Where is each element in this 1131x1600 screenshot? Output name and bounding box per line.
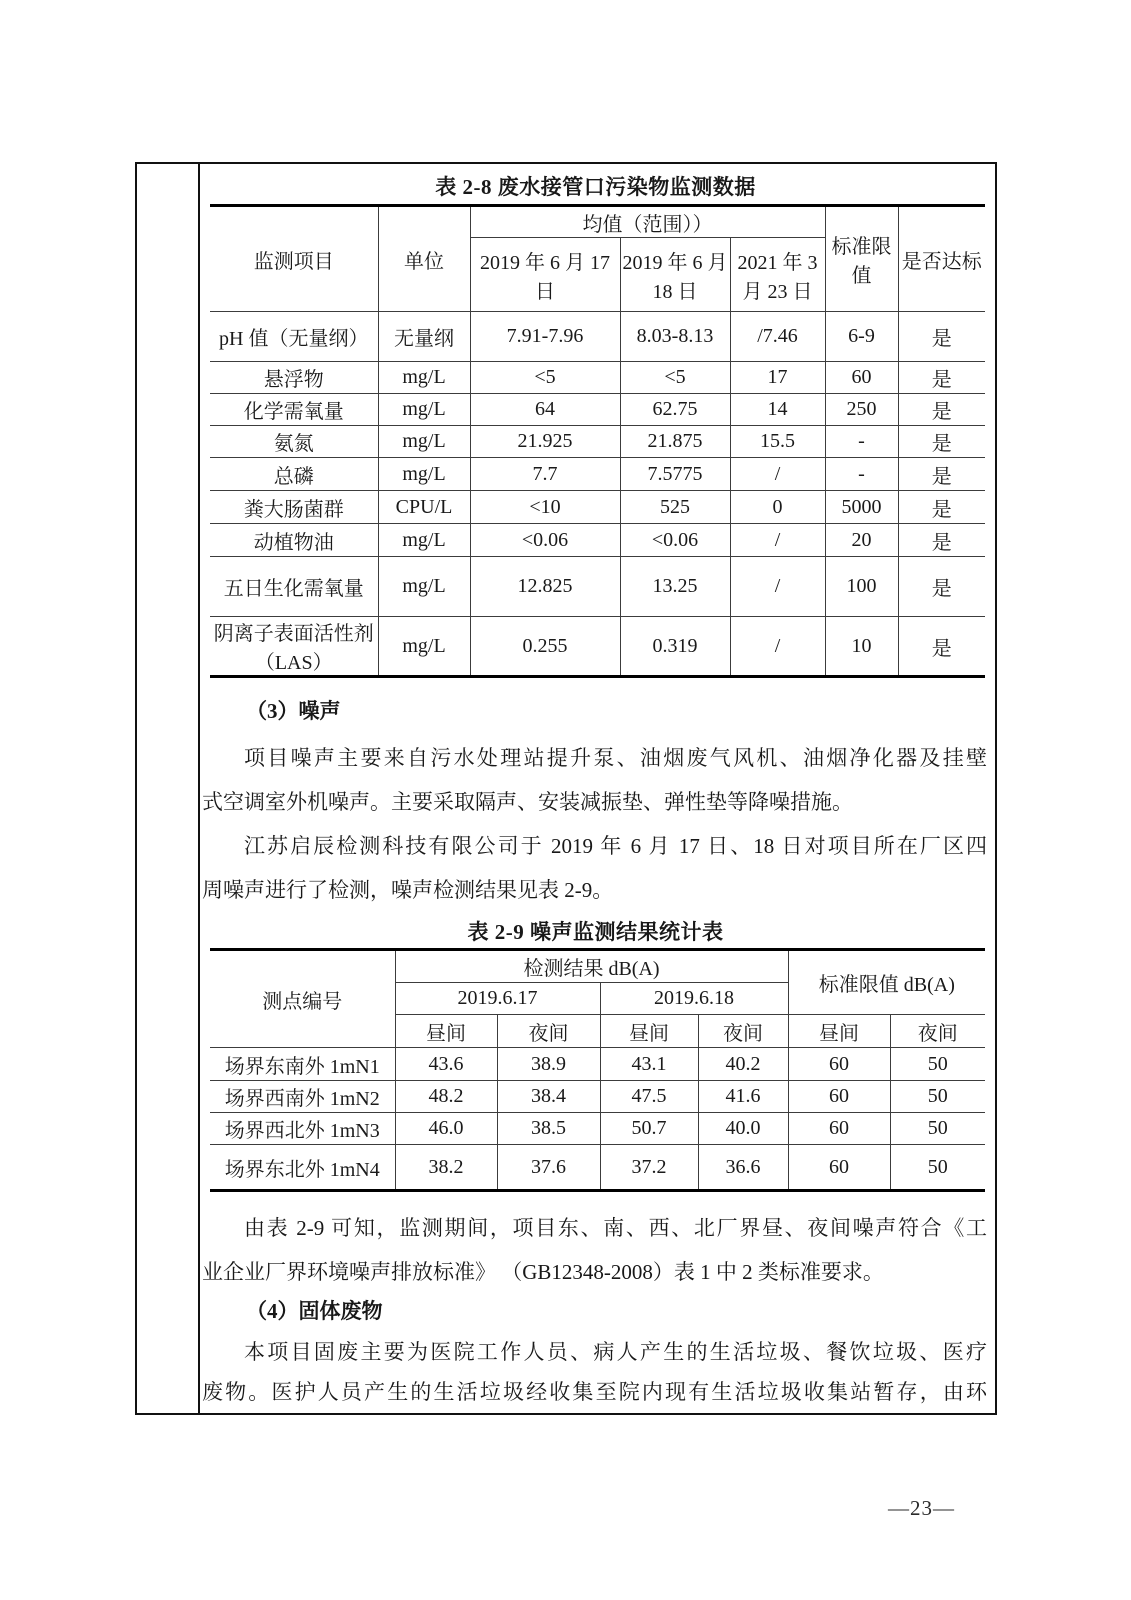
paragraph-line: 由表 2-9 可知，监测期间，项目东、南、西、北厂界昼、夜间噪声符合《工 [244, 1216, 987, 1240]
table-header-row [210, 206, 985, 238]
cell-point: 场界东南外 1mN1 [210, 1048, 395, 1081]
cell-value: 7.91-7.96 [470, 312, 620, 362]
table-row-n2 [210, 1081, 985, 1113]
table-row-coliform [210, 491, 985, 524]
cell-value: 0.255 [470, 617, 620, 677]
cell-value: 8.03-8.13 [620, 312, 730, 362]
cell-limit: 5000 [825, 491, 898, 524]
cell-value: 0.319 [620, 617, 730, 677]
cell-value: 41.6 [698, 1081, 788, 1113]
header-result: 检测结果 dB(A) [395, 950, 788, 983]
section-3-noise-heading: （3）噪声 [246, 699, 341, 723]
header-standard-limit: 标准限值 dB(A) [788, 950, 985, 1015]
header-unit: 单位 [378, 206, 470, 312]
table-row-n1 [210, 1048, 985, 1081]
cell-limit: - [825, 426, 898, 458]
cell-value: 62.75 [620, 394, 730, 426]
cell-value: 525 [620, 491, 730, 524]
form-left-column [137, 164, 200, 1413]
cell-value: 14 [730, 394, 825, 426]
cell-item: 粪大肠菌群 [210, 491, 378, 524]
cell-compliance: 是 [898, 394, 985, 426]
header-night: 夜间 [698, 1015, 788, 1048]
table-2-9-noise [210, 948, 985, 1192]
section-4-solid-waste-heading: （4）固体废物 [246, 1299, 383, 1323]
cell-limit: 20 [825, 524, 898, 557]
cell-value: / [730, 617, 825, 677]
cell-limit: 10 [825, 617, 898, 677]
paragraph-line: 废物。医护人员产生的生活垃圾经收集至院内现有生活垃圾收集站暂存，由环 [202, 1380, 987, 1404]
cell-item: 化学需氧量 [210, 394, 378, 426]
cell-value: 7.7 [470, 458, 620, 491]
cell-value: 38.2 [395, 1145, 497, 1191]
cell-item: 五日生化需氧量 [210, 557, 378, 617]
cell-limit: - [825, 458, 898, 491]
table-row-bod5 [210, 557, 985, 617]
cell-value: 43.6 [395, 1048, 497, 1081]
cell-value: 38.5 [497, 1113, 600, 1145]
cell-value: <10 [470, 491, 620, 524]
cell-value: 38.4 [497, 1081, 600, 1113]
table-row-nh3n [210, 426, 985, 458]
cell-item: 悬浮物 [210, 362, 378, 394]
cell-item: 动植物油 [210, 524, 378, 557]
cell-value: 64 [470, 394, 620, 426]
cell-item: 氨氮 [210, 426, 378, 458]
form-content [200, 164, 995, 1413]
cell-value: 13.25 [620, 557, 730, 617]
header-date-3: 2021 年 3 月 23 日 [730, 238, 825, 312]
cell-value: 40.0 [698, 1113, 788, 1145]
header-date-2: 2019.6.18 [600, 983, 788, 1015]
cell-unit: mg/L [378, 458, 470, 491]
cell-value: 36.6 [698, 1145, 788, 1191]
cell-value: 21.925 [470, 426, 620, 458]
cell-limit-day: 60 [788, 1048, 890, 1081]
cell-limit-day: 60 [788, 1145, 890, 1191]
cell-value: 17 [730, 362, 825, 394]
cell-item: 阴离子表面活性剂（LAS） [210, 617, 378, 677]
cell-unit: mg/L [378, 426, 470, 458]
header-compliance: 是否达标 [898, 206, 985, 312]
cell-point: 场界西南外 1mN2 [210, 1081, 395, 1113]
cell-compliance: 是 [898, 362, 985, 394]
header-day: 昼间 [395, 1015, 497, 1048]
cell-limit-night: 50 [890, 1145, 985, 1191]
cell-value: 46.0 [395, 1113, 497, 1145]
header-night: 夜间 [497, 1015, 600, 1048]
cell-compliance: 是 [898, 491, 985, 524]
header-night: 夜间 [890, 1015, 985, 1048]
cell-value: 50.7 [600, 1113, 698, 1145]
cell-value: 12.825 [470, 557, 620, 617]
paragraph-line: 项目噪声主要来自污水处理站提升泵、油烟废气风机、油烟净化器及挂壁 [244, 746, 987, 770]
cell-point: 场界西北外 1mN3 [210, 1113, 395, 1145]
cell-limit-night: 50 [890, 1113, 985, 1145]
cell-value: <5 [620, 362, 730, 394]
cell-compliance: 是 [898, 458, 985, 491]
cell-item: pH 值（无量纲） [210, 312, 378, 362]
paragraph-line: 江苏启辰检测科技有限公司于 2019 年 6 月 17 日、18 日对项目所在厂区四 [244, 834, 987, 858]
cell-unit: 无量纲 [378, 312, 470, 362]
table-row-cod [210, 394, 985, 426]
cell-value: 40.2 [698, 1048, 788, 1081]
page-number: —23— [888, 1496, 955, 1520]
cell-limit-night: 50 [890, 1081, 985, 1113]
cell-unit: mg/L [378, 524, 470, 557]
form-frame [135, 162, 997, 1415]
paragraph-line: 本项目固废主要为医院工作人员、病人产生的生活垃圾、餐饮垃圾、医疗 [244, 1340, 987, 1364]
cell-unit: mg/L [378, 617, 470, 677]
cell-limit-night: 50 [890, 1048, 985, 1081]
table-row-oil [210, 524, 985, 557]
header-mean-range: 均值（范围）） [470, 206, 825, 238]
cell-value: /7.46 [730, 312, 825, 362]
paragraph-line: 业企业厂界环境噪声排放标准》 （GB12348-2008）表 1 中 2 类标准要求。 [202, 1260, 884, 1284]
header-date-1: 2019 年 6 月 17 日 [470, 238, 620, 312]
table-row-tp [210, 458, 985, 491]
cell-limit: 6-9 [825, 312, 898, 362]
table-row-las [210, 617, 985, 677]
header-date-1: 2019.6.17 [395, 983, 600, 1015]
table-2-8-wastewater [210, 204, 985, 678]
cell-value: <0.06 [470, 524, 620, 557]
cell-item: 总磷 [210, 458, 378, 491]
cell-value: 7.5775 [620, 458, 730, 491]
cell-value: / [730, 458, 825, 491]
table-2-8-title: 表 2-8 废水接管口污染物监测数据 [435, 175, 756, 199]
cell-unit: mg/L [378, 557, 470, 617]
paragraph-line: 式空调室外机噪声。主要采取隔声、安装减振垫、弹性垫等降噪措施。 [202, 790, 853, 814]
cell-limit: 250 [825, 394, 898, 426]
header-item: 监测项目 [210, 206, 378, 312]
cell-compliance: 是 [898, 426, 985, 458]
cell-value: 38.9 [497, 1048, 600, 1081]
cell-value: 37.2 [600, 1145, 698, 1191]
table-header-row [210, 950, 985, 983]
cell-limit: 60 [825, 362, 898, 394]
cell-limit: 100 [825, 557, 898, 617]
cell-unit: CPU/L [378, 491, 470, 524]
cell-compliance: 是 [898, 617, 985, 677]
cell-value: 21.875 [620, 426, 730, 458]
table-row-n3 [210, 1113, 985, 1145]
cell-value: / [730, 557, 825, 617]
cell-value: <5 [470, 362, 620, 394]
header-day: 昼间 [788, 1015, 890, 1048]
cell-limit-day: 60 [788, 1081, 890, 1113]
header-date-2: 2019 年 6 月 18 日 [620, 238, 730, 312]
cell-value: <0.06 [620, 524, 730, 557]
cell-value: / [730, 524, 825, 557]
header-point-id: 测点编号 [210, 950, 395, 1048]
cell-compliance: 是 [898, 524, 985, 557]
paragraph-line: 周噪声进行了检测，噪声检测结果见表 2-9。 [202, 878, 614, 902]
table-row-ph [210, 312, 985, 362]
cell-compliance: 是 [898, 312, 985, 362]
cell-value: 48.2 [395, 1081, 497, 1113]
cell-value: 0 [730, 491, 825, 524]
cell-point: 场界东北外 1mN4 [210, 1145, 395, 1191]
table-row-n4 [210, 1145, 985, 1191]
cell-value: 15.5 [730, 426, 825, 458]
cell-compliance: 是 [898, 557, 985, 617]
cell-unit: mg/L [378, 362, 470, 394]
header-day: 昼间 [600, 1015, 698, 1048]
cell-unit: mg/L [378, 394, 470, 426]
header-standard-limit: 标准限值 [825, 206, 898, 312]
table-2-9-title: 表 2-9 噪声监测结果统计表 [467, 920, 724, 944]
cell-limit-day: 60 [788, 1113, 890, 1145]
table-row-ss [210, 362, 985, 394]
cell-value: 43.1 [600, 1048, 698, 1081]
cell-value: 37.6 [497, 1145, 600, 1191]
cell-value: 47.5 [600, 1081, 698, 1113]
